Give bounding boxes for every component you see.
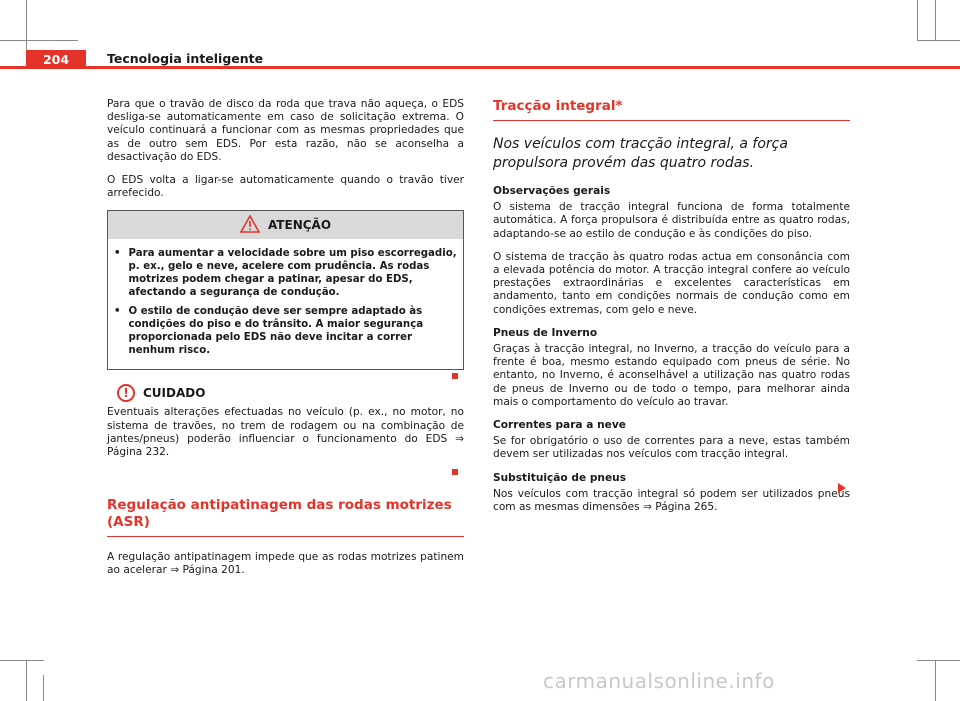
caution-header: [117, 384, 464, 402]
watermark: carmanualsonline.info: [543, 669, 775, 693]
caution-icon: !: [117, 384, 135, 402]
page-number: 204: [26, 50, 86, 69]
crop-mark: [917, 40, 960, 41]
eds-paragraph-1: Para que o travão de disco da roda que trava não aqueça, o EDS desliga-se automaticamente em caso de solicitação extrema. O veículo continuará a funcionar com as mesmas propriedades que as de outro sem EDS. Por esta razão, não se aconselha a desactivação do EDS.: [107, 98, 464, 163]
caution-title: CUIDADO: [143, 385, 206, 400]
crop-mark: [917, 0, 918, 40]
general-notes-paragraph-2: O sistema de tracção às quatro rodas actua em consonância com a elevada potência do motor. A tracção integral confere ao veículo prestações extraordinárias e excelentes características em andamento, tanto em condições normais de condução como em condições extremas, com gelo e neve.: [493, 250, 850, 316]
caution-text: Eventuais alterações efectuadas no veículo (p. ex., no motor, no sistema de travões, no trem de rodagem ou na combinação de jantes/pneus) poderão influenciar o funcionamento do EDS ⇒ Página 232.: [107, 406, 464, 459]
general-notes-heading: Observações gerais: [493, 185, 611, 197]
crop-mark: [43, 675, 44, 701]
warning-item: [114, 305, 457, 357]
warning-title: ATENÇÃO: [267, 217, 332, 232]
header-rule: [0, 66, 960, 69]
header-title: Tecnologia inteligente: [107, 51, 264, 66]
warning-triangle-icon: [240, 215, 260, 236]
warning-item-text: Para aumentar a velocidade sobre um piso escorregadio, p. ex., gelo e neve, acelere com prudência. As rodas motrizes podem chegar a patinar, apesar do EDS, afectando a segurança de condução.: [128, 248, 457, 299]
snow-chains-paragraph: Se for obrigatório o uso de correntes para a neve, estas também devem ser utilizadas nos veículos com tracção integral.: [493, 435, 850, 461]
continue-arrow-icon: [838, 483, 846, 493]
crop-mark: [935, 0, 936, 40]
end-of-section-icon: [452, 373, 458, 379]
crop-mark: [0, 40, 78, 41]
warning-header: [108, 211, 463, 239]
snow-chains-heading: Correntes para a neve: [493, 419, 626, 432]
general-notes-paragraph-1: O sistema de tracção integral funciona de forma totalmente automática. A força propulsora é distribuída entre as quatro rodas, adaptando-se ao estilo de condução e às condições do piso.: [493, 201, 850, 240]
awd-subtitle: Nos veículos com tracção integral, a força propulsora provém das quatro rodas.: [493, 136, 788, 171]
warning-body: [108, 239, 463, 369]
crop-mark: [26, 660, 27, 701]
crop-mark: [935, 660, 936, 701]
crop-mark: [0, 660, 44, 661]
crop-mark: [917, 660, 960, 661]
left-column: [107, 98, 464, 588]
eds-paragraph-2: O EDS volta a ligar-se automaticamente quando o travão tiver arrefecido.: [107, 174, 464, 200]
asr-paragraph: A regulação antipatinagem impede que as rodas motrizes patinem ao acelerar ⇒ Página 201.: [107, 551, 464, 577]
right-column: [493, 98, 850, 524]
tyre-replacement-paragraph: Nos veículos com tracção integral só podem ser utilizados pneus com as mesmas dimensões ⇒ Página 265.: [493, 487, 850, 514]
tyre-replacement-heading: Substituição de pneus: [493, 471, 627, 484]
winter-tyres-heading: Pneus de Inverno: [493, 326, 598, 339]
bullet-icon: •: [114, 306, 121, 318]
warning-box: [107, 210, 464, 370]
awd-section-title: Tracção integral*: [493, 98, 850, 121]
bullet-icon: •: [114, 248, 121, 260]
warning-item-text: O estilo de condução deve ser sempre adaptado às condições do piso e do trânsito. A maior segurança proporcionada pelo EDS não deve incitar a correr nenhum risco.: [128, 306, 424, 357]
warning-item: [114, 247, 457, 299]
end-of-section-icon: [452, 469, 458, 475]
asr-section-title: Regulação antipatinagem das rodas motrizes (ASR): [107, 497, 464, 537]
winter-tyres-paragraph: Graças à tracção integral, no Inverno, a tracção do veículo para a frente é boa, mesmo estando equipado com pneus de série. No entanto, no Inverno, é aconselhável a utilização nas quatro rodas de pneus de Inverno ou de todo o tempo, para melhorar ainda mais o comportamento do veículo ao travar.: [493, 343, 850, 408]
